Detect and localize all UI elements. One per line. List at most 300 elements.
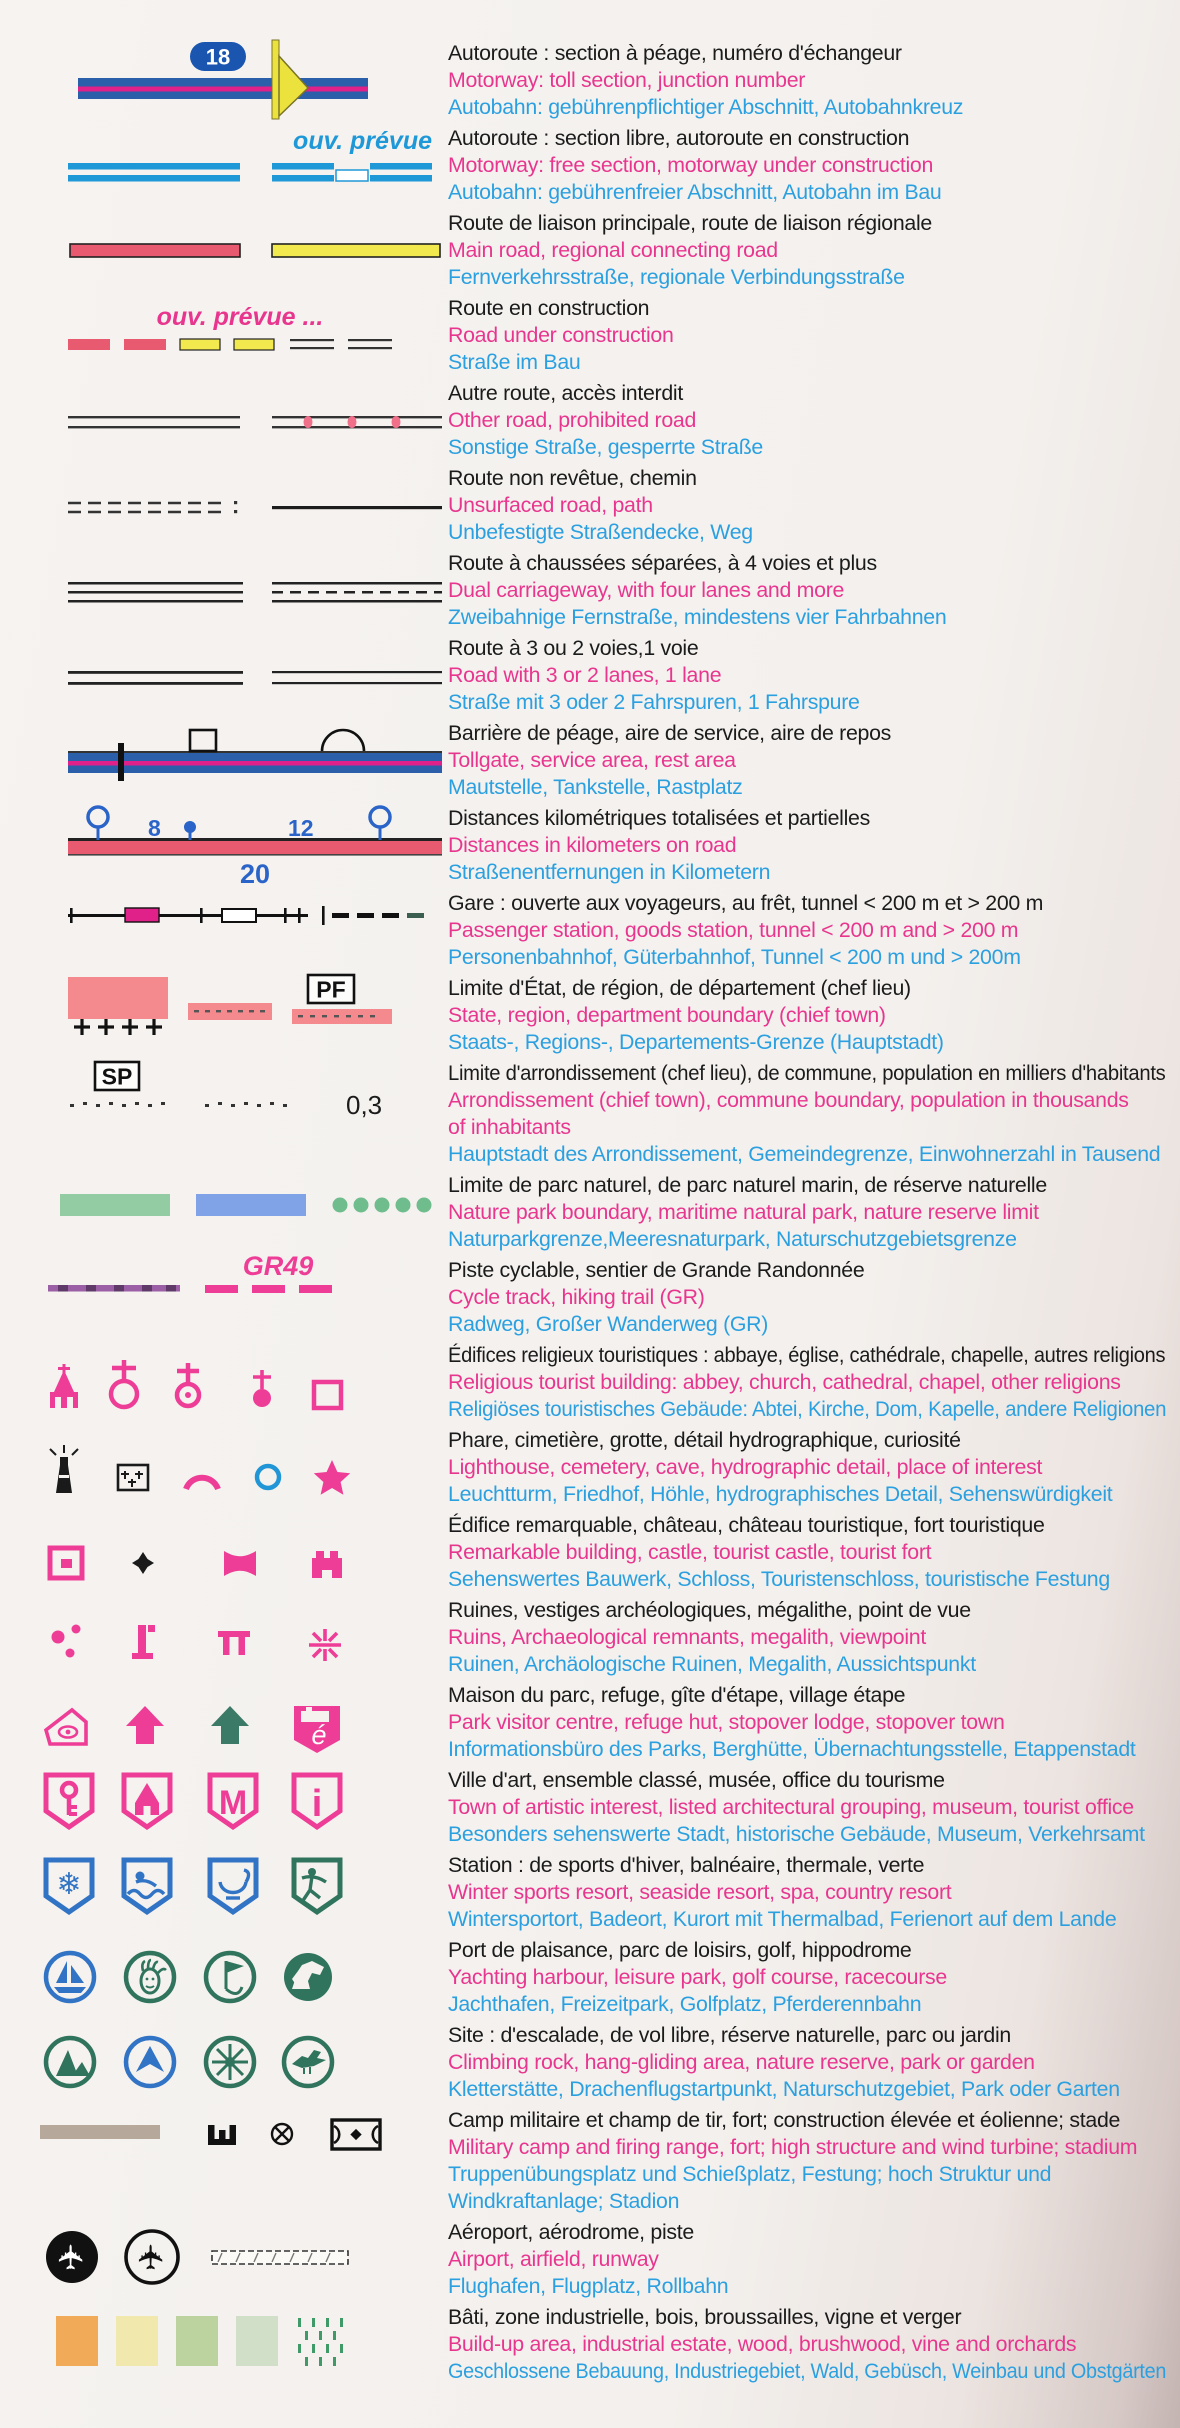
commune-dotted-line <box>205 1102 287 1107</box>
road-bottom-edge <box>68 854 442 856</box>
abbey-icon <box>50 1364 78 1408</box>
legend-text <box>448 890 1172 971</box>
other-road-icon <box>40 380 448 461</box>
legend-text <box>448 1767 1172 1848</box>
railway-icon <box>40 890 448 971</box>
resort-symbols <box>40 1852 448 1933</box>
unsurfaced-symbol <box>40 465 448 546</box>
label-en: Yachting harbour, leisure park, golf course, racecourse <box>448 1965 947 1989</box>
place-of-interest-star-icon <box>314 1460 350 1495</box>
label-en: Road under construction <box>448 323 674 347</box>
label-de: Fernverkehrsstraße, regionale Verbindungsstraße <box>448 265 905 289</box>
legend-text <box>448 1682 1172 1763</box>
label-de: Sonstige Straße, gesperrte Straße <box>448 435 764 459</box>
legend-text <box>448 380 1172 461</box>
cycle-track-symbol <box>40 1251 448 1338</box>
legend-text <box>448 2107 1172 2215</box>
label-de: Sehenswertes Bauwerk, Schloss, Touristenschloss, touristische Festung <box>448 1567 1110 1591</box>
legend-text <box>448 1172 1172 1253</box>
church-icon <box>111 1360 137 1407</box>
main-road-symbol <box>40 210 448 291</box>
legend-text <box>448 40 1172 121</box>
gr-trail-label: GR49 <box>242 1251 314 1281</box>
legend-row-unsurfaced <box>40 465 1180 546</box>
road-construction-symbol <box>40 295 448 376</box>
ruins-icon <box>52 1625 81 1658</box>
label-en: Passenger station, goods station, tunnel < 200 m and > 200 m <box>448 918 1019 942</box>
legend-row-resorts <box>40 1852 1180 1933</box>
road-line <box>68 582 243 585</box>
main-road-red <box>70 244 240 257</box>
high-structure-wind-turbine-icon <box>272 2124 292 2144</box>
legend-row-park-house <box>40 1682 1180 1763</box>
industrial-estate-swatch <box>116 2316 158 2366</box>
legend-row-landuse <box>40 2304 1180 2385</box>
park-garden-bird-icon <box>284 2038 332 2086</box>
cemetery-icon <box>118 1465 148 1490</box>
label-fr: Limite d'État, de région, de département (chef lieu) <box>448 976 911 1000</box>
cathedral-icon <box>177 1363 199 1406</box>
legend-row-ruins <box>40 1597 1180 1678</box>
shield-outlines <box>46 1775 340 1827</box>
legend-text <box>448 1342 1172 1423</box>
double-line-dash <box>290 339 392 349</box>
label-de: Jachthafen, Freizeitpark, Golfplatz, Pferderennbahn <box>448 1992 922 2016</box>
label-fr: Ruines, vestiges archéologiques, mégalithe, point de vue <box>448 1598 971 1622</box>
goods-station-icon <box>222 909 256 922</box>
country-resort-icon <box>302 1868 326 1902</box>
other-road-symbol <box>40 380 448 461</box>
legend-text <box>448 1597 1172 1678</box>
tunnel-tick <box>322 906 325 925</box>
motorway-stripe <box>68 761 442 766</box>
label-de: Straßenentfernungen in Kilometern <box>448 860 771 884</box>
legend-row-state-boundary <box>40 975 1180 1056</box>
service-area-icon <box>190 730 216 751</box>
road-line <box>272 416 442 418</box>
label-de: Radweg, Großer Wanderweg (GR) <box>448 1312 769 1336</box>
label-fr: Édifice remarquable, château, château touristique, fort touristique <box>448 1513 1045 1537</box>
label-en: Build-up area, industrial estate, wood, brushwood, vine and orchards <box>448 2332 1077 2356</box>
label-de: Personenbahnhof, Güterbahnhof, Tunnel < 200 m und > 200m <box>448 945 1021 969</box>
label-de: Zweibahnige Fernstraße, mindestens vier Fahrbahnen <box>448 605 947 629</box>
lighthouse-row-symbols <box>40 1427 448 1508</box>
label-fr: Limite d'arrondissement (chef lieu), de commune, population en milliers d'habitants <box>448 1061 1166 1085</box>
built-up-area-swatch <box>56 2316 98 2366</box>
band-top-edge <box>68 751 442 753</box>
legend-text <box>448 125 1172 206</box>
legend-row-religious <box>40 1342 1180 1423</box>
cave-icon <box>186 1478 218 1489</box>
label-de-line2: Windkraftanlage; Stadion <box>448 2189 680 2213</box>
label-en: Remarkable building, castle, tourist castle, tourist fort <box>448 1540 932 1564</box>
tourist-fort-icon <box>312 1551 342 1578</box>
legend-text <box>448 1427 1172 1508</box>
hang-gliding-icon <box>126 2038 174 2086</box>
wood-swatch <box>176 2316 218 2366</box>
nature-park-symbol <box>40 1172 448 1253</box>
road-top-edge <box>68 838 442 841</box>
distance-markers <box>88 807 390 840</box>
legend-text <box>448 2022 1172 2103</box>
road-construction-icon <box>40 295 448 376</box>
hydrographic-detail-icon <box>257 1466 279 1488</box>
label-fr: Limite de parc naturel, de parc naturel marin, de réserve naturelle <box>448 1173 1047 1197</box>
arrondissement-icon <box>40 1060 448 1168</box>
label-de: Informationsbüro des Parks, Berghütte, Übernachtungsstelle, Etappenstadt <box>448 1737 1136 1761</box>
junction-number: 18 <box>205 44 231 70</box>
archaeological-remnants-icon <box>132 1625 155 1659</box>
arrondissement-dotted-line <box>70 1102 165 1107</box>
legend-row-airport <box>40 2219 1180 2300</box>
motorway-toll-symbol <box>40 40 448 121</box>
site-symbols <box>40 2022 448 2103</box>
plane-glyph: ✈ <box>133 2242 171 2272</box>
cycle-track-icon <box>40 1251 448 1338</box>
colon-dot <box>234 510 237 513</box>
lanes-icon <box>40 635 448 716</box>
label-en: Park visitor centre, refuge hut, stopover lodge, stopover town <box>448 1710 1005 1734</box>
brushwood-swatch <box>236 2316 278 2366</box>
legend-row-military <box>40 2107 1180 2215</box>
religious-symbols <box>40 1342 448 1423</box>
population-value: 0,3 <box>346 1090 383 1120</box>
town-of-art-icons <box>40 1767 448 1848</box>
road-line <box>272 682 442 684</box>
legend-text <box>448 635 1172 716</box>
distances-symbol <box>40 805 448 889</box>
label-de: Besonders sehenswerte Stadt, historische Gebäude, Museum, Verkehrsamt <box>448 1822 1145 1846</box>
state-boundary-band <box>68 977 168 1019</box>
landuse-icons <box>40 2304 448 2385</box>
free-motorway-line <box>68 163 240 170</box>
road-line <box>68 426 240 428</box>
label-fr: Route non revêtue, chemin <box>448 466 697 490</box>
museum-letter: M <box>218 1784 248 1822</box>
town-of-art-symbols <box>40 1767 448 1848</box>
distances-icon <box>40 805 448 889</box>
legend-text <box>448 550 1172 631</box>
label-fr: Camp militaire et champ de tir, fort; construction élevée et éolienne; stade <box>448 2108 1121 2132</box>
gr-trail-dashes <box>205 1285 332 1293</box>
legend-text <box>448 1257 1172 1338</box>
tunnel-dashes <box>332 913 424 918</box>
site-icons <box>40 2022 448 2103</box>
arrondissement-symbol <box>40 1060 448 1168</box>
legend-row-tollgate <box>40 720 1180 801</box>
label-de: Geschlossene Bebauung, Industriegebiet, Wald, Gebüsch, Weinbau und Obstgärten <box>448 2359 1167 2383</box>
free-motorway-line <box>68 175 240 182</box>
remarkable-symbols <box>40 1512 448 1593</box>
legend-text <box>448 2219 1172 2300</box>
main-road-icon <box>40 210 448 291</box>
other-religion-icon <box>314 1382 341 1408</box>
label-en: Motorway: toll section, junction number <box>448 68 806 92</box>
label-en: Military camp and firing range, fort; high structure and wind turbine; stadium <box>448 2135 1138 2159</box>
marine-park-band <box>196 1194 306 1216</box>
tollgate-symbol <box>40 720 448 801</box>
motorway-toll-icon <box>40 40 448 121</box>
label-de: Leuchtturm, Friedhof, Höhle, hydrographisches Detail, Sehenswürdigkeit <box>448 1482 1113 1506</box>
park-house-symbols <box>40 1682 448 1763</box>
label-en: Lighthouse, cemetery, cave, hydrographic detail, place of interest <box>448 1455 1043 1479</box>
religious-icons <box>40 1342 448 1423</box>
road-band <box>68 841 442 854</box>
label-fr: Piste cyclable, sentier de Grande Randonnée <box>448 1258 865 1282</box>
legend-row-arrondissement <box>40 1060 1180 1168</box>
legend-row-lighthouse <box>40 1427 1180 1508</box>
legend-row-motorway-toll <box>40 40 1180 121</box>
lighthouse-row-icons <box>40 1427 448 1508</box>
label-de: Kletterstätte, Drachenflugstartpunkt, Naturschutzgebiet, Park oder Garten <box>448 2077 1120 2101</box>
legend-row-cycle-track <box>40 1251 1180 1338</box>
label-en: Unsurfaced road, path <box>448 493 653 517</box>
label-en: Tollgate, service area, rest area <box>448 748 736 772</box>
remarkable-icons <box>40 1512 448 1593</box>
label-en: Climbing rock, hang-gliding area, nature reserve, park or garden <box>448 2050 1035 2074</box>
landuse-symbols <box>40 2304 448 2385</box>
label-en: Nature park boundary, maritime natural park, nature reserve limit <box>448 1200 1039 1224</box>
legend-row-road-construction <box>40 295 1180 376</box>
red-dash <box>68 339 110 350</box>
yachting-harbour-icon <box>46 1953 94 2001</box>
label-fr: Route de liaison principale, route de liaison régionale <box>448 211 932 235</box>
label-fr: Station : de sports d'hiver, balnéaire, thermale, verte <box>448 1853 925 1877</box>
total-distance: 20 <box>240 859 271 889</box>
legend-text <box>448 210 1172 291</box>
label-en: Dual carriageway, with four lanes and more <box>448 578 845 602</box>
lighthouse-icon <box>50 1445 78 1493</box>
dual-carriageway-icon <box>40 550 448 631</box>
nature-park-band <box>60 1194 170 1216</box>
airport-icon <box>46 2231 98 2283</box>
chapel-icon <box>253 1370 271 1407</box>
legend-row-distances <box>40 805 1180 889</box>
label-de: Autobahn: gebührenfreier Abschnitt, Autobahn im Bau <box>448 180 942 204</box>
airport-symbols <box>40 2219 448 2300</box>
reserve-dots <box>333 1198 432 1213</box>
airport-icons <box>40 2219 448 2300</box>
railway-symbol <box>40 890 448 971</box>
label-en: Road with 3 or 2 lanes, 1 lane <box>448 663 722 687</box>
colon-dot <box>234 501 237 504</box>
partial-distance-1: 8 <box>148 815 161 841</box>
legend-text <box>448 720 1172 801</box>
label-en: Arrondissement (chief town), commune boundary, population in thousands <box>448 1088 1129 1112</box>
label-fr: Site : d'escalade, de vol libre, réserve naturelle, parc ou jardin <box>448 2023 1011 2047</box>
legend-row-other-road <box>40 380 1180 461</box>
red-dash <box>124 339 166 350</box>
legend-text <box>448 2304 1172 2385</box>
yellow-dash <box>234 339 274 350</box>
legend-row-main-road <box>40 210 1180 291</box>
green-shield-outline <box>294 1860 340 1912</box>
lanes-symbol <box>40 635 448 716</box>
label-de: Religiöses touristisches Gebäude: Abtei, Kirche, Dom, Kapelle, andere Religionen <box>448 1397 1167 1421</box>
ruins-icons <box>40 1597 448 1678</box>
road-line <box>272 671 442 673</box>
military-symbols <box>40 2107 448 2215</box>
label-de: Wintersportort, Badeort, Kurort mit Thermalbad, Ferienort auf dem Lande <box>448 1907 1117 1931</box>
label-en: Winter sports resort, seaside resort, spa, country resort <box>448 1880 952 1904</box>
label-en: Motorway: free section, motorway under construction <box>448 153 934 177</box>
legend-text <box>448 1060 1172 1168</box>
road-line <box>272 426 442 428</box>
military-icons <box>40 2107 448 2215</box>
golf-course-icon <box>206 1953 254 2001</box>
label-fr: Distances kilométriques totalisées et partielles <box>448 806 870 830</box>
label-fr: Autre route, accès interdit <box>448 381 683 405</box>
megalith-icon <box>218 1631 250 1655</box>
label-de: Flughafen, Flugplatz, Rollbahn <box>448 2274 729 2298</box>
opening-planned-label: ouv. prévue ... <box>156 303 324 331</box>
stadium-icon <box>332 2120 380 2149</box>
military-camp-band <box>40 2125 160 2139</box>
motorway-free-symbol <box>40 125 448 206</box>
label-fr: Route à chaussées séparées, à 4 voies et plus <box>448 551 877 575</box>
legend-row-sites <box>40 2022 1180 2103</box>
etape-letter: é <box>311 1720 327 1750</box>
railway-line <box>68 914 308 917</box>
park-visitor-centre-icon <box>46 1710 86 1744</box>
label-fr: Barrière de péage, aire de service, aire de repos <box>448 721 892 745</box>
label-fr: Route en construction <box>448 296 650 320</box>
road-line <box>68 591 243 594</box>
label-de: Ruinen, Archäologische Ruinen, Megalith, Aussichtspunkt <box>448 1652 976 1676</box>
dual-carriageway-symbol <box>40 550 448 631</box>
label-fr: Aéroport, aérodrome, piste <box>448 2220 694 2244</box>
nature-reserve-icon <box>206 2038 254 2086</box>
road-line <box>272 582 442 585</box>
department-boundary-band <box>292 1009 392 1024</box>
remarkable-building-icon <box>50 1548 82 1578</box>
motorway-free-icon <box>40 125 448 206</box>
label-de: Unbefestigte Straßendecke, Weg <box>448 520 753 544</box>
legend-text <box>448 465 1172 546</box>
road-line <box>68 671 243 674</box>
legend-text <box>448 1852 1172 1933</box>
label-de: Autobahn: gebührenpflichtiger Abschnitt, Autobahnkreuz <box>448 95 964 119</box>
tourist-office-letter: i <box>311 1783 323 1825</box>
label-de: Staats-, Regions-, Departements-Grenze (Hauptstadt) <box>448 1030 944 1054</box>
legend-text <box>448 295 1172 376</box>
label-de: Straße mit 3 oder 2 Fahrspuren, 1 Fahrspure <box>448 690 860 714</box>
snowflake-icon: ❄ <box>56 1868 82 1901</box>
label-de: Truppenübungsplatz und Schießplatz, Festung; hoch Struktur und <box>448 2162 1052 2186</box>
junction-arrow-shaft <box>272 40 279 119</box>
label-fr: Bâti, zone industrielle, bois, broussailles, vigne et verger <box>448 2305 962 2329</box>
legend-row-railway <box>40 890 1180 971</box>
unsurfaced-icon <box>40 465 448 546</box>
legend-row-town-of-art <box>40 1767 1180 1848</box>
art-town-key-icon <box>62 1783 77 1815</box>
label-de: Naturparkgrenze,Meeresnaturpark, Naturschutzgebietsgrenze <box>448 1227 1017 1251</box>
fort-icon <box>208 2125 236 2145</box>
ruins-symbols <box>40 1597 448 1678</box>
runway-icon <box>212 2251 348 2264</box>
road-line <box>272 600 442 603</box>
stopover-lodge-icon <box>211 1706 249 1744</box>
label-fr: Autoroute : section libre, autoroute en construction <box>448 126 910 150</box>
road-line <box>68 416 240 418</box>
label-fr: Route à 3 ou 2 voies,1 voie <box>448 636 699 660</box>
road-line <box>68 682 243 685</box>
passenger-station-icon <box>125 908 159 922</box>
legend-row-dual-carriageway <box>40 550 1180 631</box>
label-fr: Gare : ouverte aux voyageurs, au frêt, tunnel < 200 m et > 200 m <box>448 891 1044 915</box>
label-de: Mautstelle, Tankstelle, Rastplatz <box>448 775 743 799</box>
harbour-symbols <box>40 1937 448 2018</box>
legend-row-remarkable <box>40 1512 1180 1593</box>
tourist-castle-icon <box>224 1551 256 1576</box>
plane-glyph: ✈ <box>53 2242 91 2272</box>
path-line <box>272 506 442 509</box>
label-en: Town of artistic interest, listed architectural grouping, museum, tourist office <box>448 1795 1134 1819</box>
spa-icon <box>220 1870 249 1898</box>
stopover-town-icon <box>294 1706 340 1753</box>
racecourse-icon <box>284 1953 332 2001</box>
state-boundary-crosses <box>74 1019 162 1035</box>
label-en: State, region, department boundary (chief town) <box>448 1003 886 1027</box>
regional-road-yellow <box>272 244 440 257</box>
nature-park-icon <box>40 1172 448 1253</box>
chief-town-label: PF <box>316 976 346 1003</box>
partial-distance-2: 12 <box>288 815 314 841</box>
legend-row-nature-park <box>40 1172 1180 1253</box>
yellow-dash <box>180 339 220 350</box>
label-fr: Phare, cimetière, grotte, détail hydrographique, curiosité <box>448 1428 961 1452</box>
label-en: Religious tourist building: abbey, church, cathedral, chapel, other religions <box>448 1370 1121 1394</box>
rest-area-icon <box>322 730 364 751</box>
vine-orchard-swatch <box>298 2318 343 2366</box>
label-en-line2: of inhabitants <box>448 1115 571 1139</box>
label-fr: Port de plaisance, parc de loisirs, golf, hippodrome <box>448 1938 912 1962</box>
refuge-hut-icon <box>126 1706 164 1744</box>
label-de: Hauptstadt des Arrondissement, Gemeindegrenze, Einwohnerzahl in Tausend <box>448 1142 1161 1166</box>
park-house-icons <box>40 1682 448 1763</box>
opening-planned-label: ouv. prévue <box>293 127 432 155</box>
label-fr: Maison du parc, refuge, gîte d'étape, village étape <box>448 1683 906 1707</box>
label-en: Cycle track, hiking trail (GR) <box>448 1285 705 1309</box>
state-boundary-symbol <box>40 975 448 1056</box>
label-en: Airport, airfield, runway <box>448 2247 659 2271</box>
harbour-icons <box>40 1937 448 2018</box>
label-en: Distances in kilometers on road <box>448 833 737 857</box>
legend-row-harbour <box>40 1937 1180 2018</box>
legend-text <box>448 975 1172 1056</box>
label-de: Straße im Bau <box>448 350 581 374</box>
construction-box <box>336 170 368 181</box>
label-fr: Autoroute : section à péage, numéro d'échangeur <box>448 41 902 65</box>
motorway-stripe <box>78 87 368 92</box>
label-fr: Ville d'art, ensemble classé, musée, office du tourisme <box>448 1768 945 1792</box>
label-fr: Édifices religieux touristiques : abbaye, église, cathédrale, chapelle, autres religions <box>448 1343 1166 1367</box>
airfield-icon <box>126 2231 178 2283</box>
legend-text <box>448 1937 1172 2018</box>
viewpoint-icon <box>309 1629 341 1661</box>
chief-town-label: SP <box>101 1063 133 1090</box>
legend-text <box>448 1512 1172 1593</box>
label-en: Other road, prohibited road <box>448 408 697 432</box>
legend-row-motorway-free <box>40 125 1180 206</box>
listed-grouping-icon <box>135 1783 159 1815</box>
state-boundary-icon <box>40 975 448 1056</box>
castle-icon <box>132 1552 154 1574</box>
legend-row-lanes <box>40 635 1180 716</box>
road-line <box>68 600 243 603</box>
junction-arrow-head <box>279 56 308 116</box>
climbing-rock-icon <box>46 2038 94 2086</box>
